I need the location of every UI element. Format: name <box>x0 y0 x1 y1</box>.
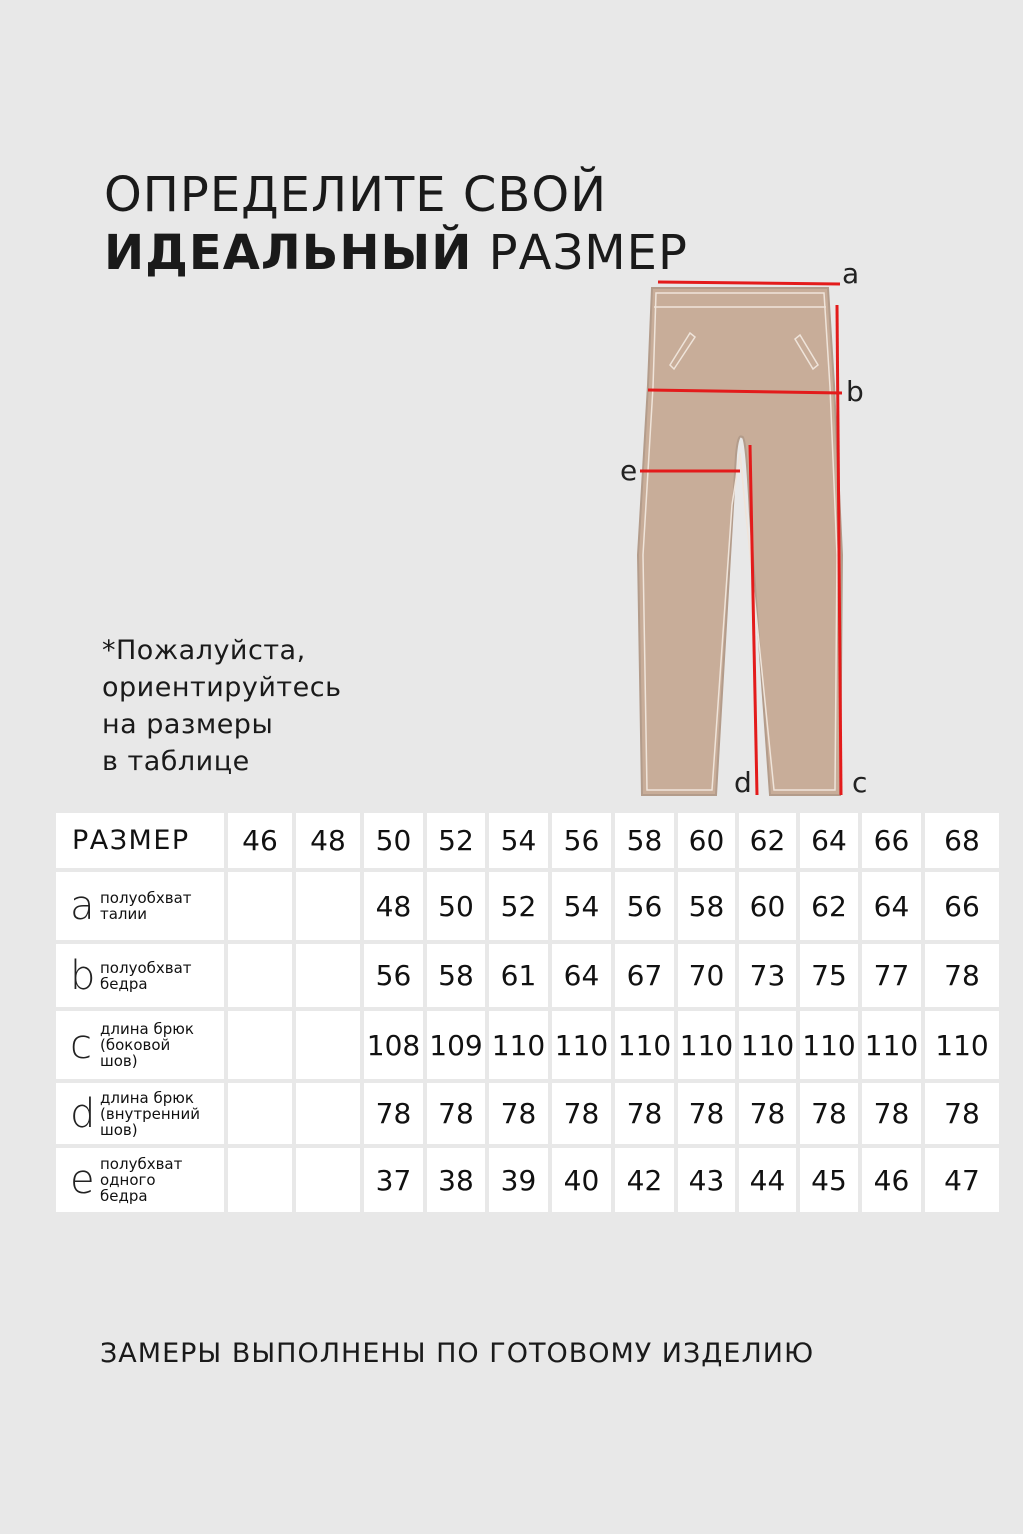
table-cell: 48 <box>364 872 423 940</box>
table-cell: 78 <box>489 1083 548 1144</box>
footer-note: ЗАМЕРЫ ВЫПОЛНЕНЫ ПО ГОТОВОМУ ИЗДЕЛИЮ <box>100 1338 815 1369</box>
table-cell: 110 <box>489 1011 548 1079</box>
measure-letter: a <box>70 883 95 929</box>
table-cell: 54 <box>552 872 611 940</box>
table-cell <box>228 1148 292 1212</box>
table-cell: 58 <box>427 944 485 1007</box>
table-cell: 78 <box>925 1083 999 1144</box>
table-cell: 46 <box>862 1148 921 1212</box>
table-cell: 78 <box>427 1083 485 1144</box>
table-cell: 43 <box>678 1148 735 1212</box>
measure-letter: b <box>70 952 96 999</box>
table-cell: 62 <box>800 872 858 940</box>
table-cell: 75 <box>800 944 858 1007</box>
measure-description: полубхват одного бедра <box>100 1155 183 1205</box>
label-b: b <box>846 375 864 408</box>
table-cell: 110 <box>800 1011 858 1079</box>
title-line-1: ОПРЕДЕЛИТЕ СВОЙ <box>104 167 608 223</box>
size-table <box>56 813 999 1212</box>
table-cell: 39 <box>489 1148 548 1212</box>
table-cell: 78 <box>552 1083 611 1144</box>
trousers-diagram <box>600 255 900 815</box>
table-cell: 78 <box>862 1083 921 1144</box>
measure-letter: e <box>70 1157 95 1203</box>
table-cell: 50 <box>427 872 485 940</box>
table-cell: 47 <box>925 1148 999 1212</box>
table-cell: 78 <box>364 1083 423 1144</box>
table-cell: 78 <box>800 1083 858 1144</box>
size-header-cell: 46 <box>228 813 292 868</box>
table-cell: 109 <box>427 1011 485 1079</box>
table-cell <box>296 1148 360 1212</box>
table-cell: 52 <box>489 872 548 940</box>
table-cell: 38 <box>427 1148 485 1212</box>
size-note <box>102 632 342 780</box>
size-header-cell: 56 <box>552 813 611 868</box>
table-cell: 110 <box>739 1011 796 1079</box>
table-cell: 40 <box>552 1148 611 1212</box>
table-cell <box>228 1083 292 1144</box>
table-cell: 77 <box>862 944 921 1007</box>
label-e: e <box>620 454 638 487</box>
table-cell <box>228 1011 292 1079</box>
size-header-cell: 58 <box>615 813 674 868</box>
size-header-cell: 66 <box>862 813 921 868</box>
note-line: ориентируйтесь <box>102 672 342 703</box>
table-cell: 66 <box>925 872 999 940</box>
label-d: d <box>734 766 752 799</box>
table-cell <box>296 1083 360 1144</box>
table-cell: 78 <box>615 1083 674 1144</box>
measure-description: полуобхват талии <box>100 889 192 923</box>
table-cell: 78 <box>925 944 999 1007</box>
measure-a-line <box>658 282 840 284</box>
note-line: на размеры <box>102 709 274 740</box>
measure-row-header <box>56 872 224 940</box>
measure-row-header <box>56 1148 224 1212</box>
trousers-illustration <box>638 288 842 795</box>
measure-description: длина брюк (боковой шов) <box>100 1020 194 1070</box>
table-cell <box>296 872 360 940</box>
label-c: c <box>852 766 868 799</box>
size-header-cell: 68 <box>925 813 999 868</box>
table-cell: 110 <box>552 1011 611 1079</box>
size-header-cell: 64 <box>800 813 858 868</box>
size-header-cell: 60 <box>678 813 735 868</box>
table-cell: 110 <box>925 1011 999 1079</box>
table-cell: 60 <box>739 872 796 940</box>
table-cell <box>296 944 360 1007</box>
label-a: a <box>842 257 860 290</box>
table-cell: 64 <box>552 944 611 1007</box>
table-cell: 64 <box>862 872 921 940</box>
table-cell: 70 <box>678 944 735 1007</box>
table-cell: 110 <box>615 1011 674 1079</box>
table-cell: 67 <box>615 944 674 1007</box>
table-cell: 42 <box>615 1148 674 1212</box>
table-cell <box>228 944 292 1007</box>
size-header-cell: 52 <box>427 813 485 868</box>
size-header-cell: 48 <box>296 813 360 868</box>
table-cell: 44 <box>739 1148 796 1212</box>
table-cell: 56 <box>615 872 674 940</box>
title-rest: РАЗМЕР <box>488 225 688 281</box>
measure-row-header <box>56 1011 224 1079</box>
table-cell: 61 <box>489 944 548 1007</box>
table-cell <box>296 1011 360 1079</box>
table-cell: 108 <box>364 1011 423 1079</box>
table-cell: 110 <box>678 1011 735 1079</box>
table-cell <box>228 872 292 940</box>
measure-letter: c <box>70 1022 92 1068</box>
title-emphasis: ИДЕАЛЬНЫЙ <box>104 225 473 281</box>
measure-description: полуобхват бедра <box>100 958 192 993</box>
measure-row-header <box>56 1083 224 1144</box>
measure-row-header <box>56 944 224 1007</box>
table-cell: 45 <box>800 1148 858 1212</box>
table-cell: 56 <box>364 944 423 1007</box>
size-header-cell: 62 <box>739 813 796 868</box>
measure-description: длина брюк (внутренний шов) <box>100 1088 200 1139</box>
size-header-cell: 50 <box>364 813 423 868</box>
note-line: в таблице <box>102 746 250 777</box>
table-cell: 78 <box>739 1083 796 1144</box>
table-cell: 78 <box>678 1083 735 1144</box>
table-cell: 110 <box>862 1011 921 1079</box>
table-cell: 73 <box>739 944 796 1007</box>
table-cell: 37 <box>364 1148 423 1212</box>
table-cell: 58 <box>678 872 735 940</box>
measure-letter: d <box>70 1090 96 1137</box>
size-header-cell: 54 <box>489 813 548 868</box>
size-header-label: РАЗМЕР <box>56 813 224 868</box>
note-line: *Пожалуйста, <box>102 635 306 666</box>
